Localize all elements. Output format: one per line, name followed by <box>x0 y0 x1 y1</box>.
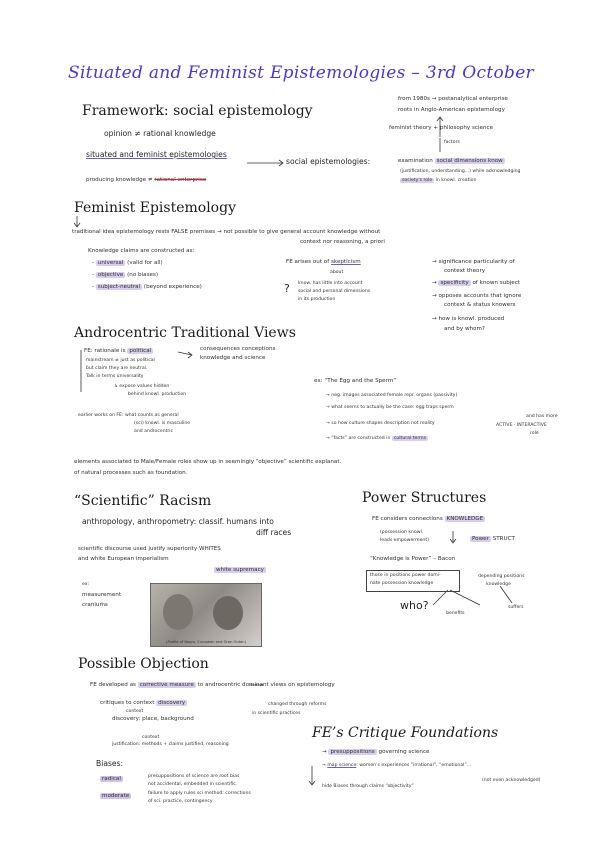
radical-label <box>100 776 123 782</box>
racism-ex-3: craniums <box>82 602 108 608</box>
power-box-line-2: nate possession knowledge <box>370 581 434 586</box>
moderate-line-2: of sci. practice, contingency <box>148 799 213 804</box>
context-label: context <box>126 709 144 714</box>
andro-fe-1b: political <box>129 348 152 354</box>
claim-subject-neutral: - subject-neutral (beyond experience) <box>92 284 202 290</box>
possible-objection-heading: Possible Objection <box>78 656 209 672</box>
critique-line-1a: → <box>322 749 327 755</box>
power-box-line-1: those in positions power domi- <box>370 573 441 578</box>
andro-early: earlier works on FE: what counts as general <box>78 413 179 418</box>
power-struct-label: STRUCT <box>492 536 515 542</box>
white-supremacy-hl: white supremacy <box>216 567 264 573</box>
andro-consequences: consequences conceptions <box>200 346 276 352</box>
feminist-epistemology-heading: Feminist Epistemology <box>74 200 236 216</box>
corrective-measure-hl: corrective measure <box>139 682 194 688</box>
fe-line-1b: context nor reasoning, a priori <box>300 239 385 245</box>
framework-line-3b: rational enterprise <box>154 177 207 183</box>
bacon-quote: “Knowledge is Power” – Bacon <box>370 556 456 562</box>
fe-r-2-hl: specificity <box>440 280 469 286</box>
depending-knowledge: knowledge <box>486 582 511 587</box>
objection-line-1 <box>90 682 335 688</box>
racism-line-5 <box>214 567 266 573</box>
egg-sperm-3b: ACTIVE · INTERACTIVE <box>496 423 547 428</box>
androcentric-heading: Androcentric Traditional Views <box>74 325 296 341</box>
fe-arises-a: FE arises out of <box>286 259 330 265</box>
fe-q-3: in its production <box>298 297 336 302</box>
context-label-2: context <box>142 735 160 740</box>
radical-line-1: presuppositions of science are root bias <box>148 774 240 779</box>
moderate-label <box>100 793 131 799</box>
power-structures-heading: Power Structures <box>362 490 487 506</box>
fe-r-2b: of known subject <box>472 280 521 286</box>
power-line-2: (possession knowl. <box>380 530 424 535</box>
objection-line-2a: critiques to context <box>100 700 155 706</box>
fe-q-1: know. has little into account <box>298 281 363 286</box>
claim-objective: - objective (no biases) <box>92 272 159 278</box>
claims-heading: Knowledge claims are constructed as: <box>88 248 195 254</box>
critique-line-2 <box>322 763 471 768</box>
map-science: map science <box>327 763 357 768</box>
egg-sperm-3c: role <box>530 431 539 436</box>
image-caption: (Profile of Negro, European and Oran Outan) <box>166 640 246 644</box>
andro-early-3: and androcentric <box>134 429 174 434</box>
egg-sperm-4 <box>326 436 428 441</box>
fe-r-1: → significance particularity of <box>432 259 515 265</box>
discovery-hl: discovery <box>158 700 186 706</box>
andro-fe-1 <box>84 348 153 354</box>
andro-conclusion-1: elements associated to Male/Female roles show up in seemingly “objective” scientific explanat. <box>74 459 342 465</box>
framework-heading: Framework: social epistemology <box>82 103 313 119</box>
who-question: who? <box>400 599 429 612</box>
objection-line-2c: in scientific practices <box>252 711 301 716</box>
framework-line-3a: producing knowledge ≠ <box>86 177 153 183</box>
racism-line-2: diff races <box>256 528 292 537</box>
suffers-label: suffers <box>508 605 524 610</box>
claim-universal: - universal (valid for all) <box>92 260 163 266</box>
power-struct <box>470 536 515 542</box>
egg-sperm-4b: cultural terms <box>393 436 427 441</box>
fe-line-1: traditional idea epistemology rests FALSE premises → not possible to give general account knowledge without <box>72 229 381 235</box>
andro-fe-4: Talk in terms universality <box>86 374 144 379</box>
claim-subject-neutral-hl: subject-neutral <box>97 284 141 290</box>
claim-universal-note: (valid for all) <box>127 260 163 266</box>
critique-heading: FE’s Critique Foundations <box>312 725 499 741</box>
andro-expose-2: behind knowl. production <box>128 392 187 397</box>
fe-r-4: → how is knowl. produced <box>432 316 505 322</box>
framework-line-1: opinion ≠ rational knowledge <box>104 129 216 138</box>
profile-head-right <box>213 596 243 630</box>
fe-r-3: → opposes accounts that ignore <box>432 293 522 299</box>
racism-line-1: anthropology, anthropometry: classif. humans into <box>82 517 274 526</box>
framework-mini: factors <box>444 140 460 145</box>
egg-sperm-2b: and has more <box>526 414 558 419</box>
egg-sperm-3: → so how culture shapes description not reality <box>326 421 435 426</box>
depending-positions: depending positions <box>478 574 525 579</box>
discovery-line: discovery: place, background <box>112 716 194 722</box>
andro-conclusion-2: of natural processes such as foundation. <box>74 470 188 476</box>
egg-sperm-4a: → “facts” are constructed in <box>326 436 391 441</box>
benefits-label: benefits <box>446 611 465 616</box>
fe-r-4b: and by whom? <box>444 326 485 332</box>
andro-fe-3: but claim they are neutral. <box>86 366 148 371</box>
andro-fe-1a: FE: rationale is <box>84 348 126 354</box>
andro-consequences-2: knowledge and science <box>200 355 266 361</box>
andro-expose: ↳ expose values hidden <box>114 384 170 389</box>
objection-line-2b: changed through reforms <box>268 702 327 707</box>
presuppositions-hl: presuppositions <box>330 749 375 755</box>
framework-right-1: from 1980s → postanalytical enterprise <box>398 96 508 102</box>
andro-early-2: (sci) knowl. is masculine <box>134 421 191 426</box>
fe-arises <box>286 259 361 265</box>
moderate-line-1: failure to apply rules sci method: corrections <box>148 791 251 796</box>
critique-line-1 <box>322 749 429 755</box>
framework-right-4a: examination <box>398 158 433 164</box>
critique-line-2a: → <box>322 763 326 768</box>
fe-r-3b: context & status knowers <box>444 302 516 308</box>
framework-line-2: situated and feminist epistemologies <box>86 150 227 159</box>
objection-line-2 <box>100 700 187 706</box>
racism-line-4: and white European imperialism <box>78 556 169 562</box>
critique-line-1b: governing science <box>378 749 430 755</box>
framework-right-6b: in knowl. creation <box>435 178 477 183</box>
egg-sperm-1: → neg. images associated female repr. organs (passivity) <box>326 393 458 398</box>
framework-line-3 <box>86 177 206 183</box>
claim-subject-neutral-note: (beyond experience) <box>143 284 202 290</box>
radical-hl: radical <box>102 776 121 782</box>
critique-line-3b: (not even acknowledged) <box>482 778 541 783</box>
framework-right-4 <box>398 158 505 164</box>
framework-right-5: (justification, understanding...) while acknowledging <box>400 169 521 174</box>
profile-head-left <box>163 594 193 630</box>
fe-arises-b: skepticism <box>330 259 361 265</box>
power-line-1-hl: KNOWLEDGE <box>446 516 484 522</box>
power-hl: Power <box>472 536 489 542</box>
claim-objective-note: (no biases) <box>127 272 159 278</box>
critique-line-3: hide Biases through claims “objectivity” <box>322 784 414 789</box>
scientific-racism-heading: “Scientific” Racism <box>74 493 212 509</box>
objection-line-1b: to androcentric dominant views on epistemology <box>197 682 335 688</box>
framework-right-4-hl: social dimensions know <box>436 158 503 164</box>
cranium-engraving-image <box>150 583 262 647</box>
radical-line-2: not accidental, embedded in scientific. <box>148 782 238 787</box>
social-epistemologies-label: social epistemologies: <box>286 157 371 166</box>
claim-objective-hl: objective <box>97 272 124 278</box>
power-line-1 <box>372 516 485 522</box>
framework-right-2: roots in Anglo-American epistemology <box>398 107 505 113</box>
fe-q-2: social and personal dimensions <box>298 289 371 294</box>
racism-line-3: scientific discourse used justify superiority WHITES <box>78 546 221 552</box>
egg-sperm-2: → what seems to actually be the case: egg traps sperm <box>326 405 454 410</box>
power-line-3: leads empowerment) <box>380 538 429 543</box>
claim-universal-hl: universal <box>97 260 124 266</box>
framework-right-3: feminist theory + philosophy science <box>389 125 494 131</box>
framework-right-6 <box>400 178 476 183</box>
racism-ex-2: measurement <box>82 592 122 598</box>
justification-line: justification: methods + claims justified, reasoning <box>112 742 229 747</box>
moderate-hl: moderate <box>102 793 130 799</box>
biases-label: Biases: <box>96 759 124 768</box>
framework-right-6-hl: society's role <box>402 178 433 183</box>
critique-line-2b: : women’s experiences “irrational”, “emotional”... <box>356 763 472 768</box>
power-line-1a: FE considers connections <box>372 516 443 522</box>
fe-r-1b: context theory <box>444 268 486 274</box>
egg-sperm-example: ex: “The Egg and the Sperm” <box>314 378 397 384</box>
page-title: Situated and Feminist Epistemologies – 3rd October <box>68 63 534 83</box>
fe-r-2: → specificity of known subject <box>432 280 521 286</box>
racism-ex: ex: <box>82 582 90 587</box>
question-mark: ? <box>284 282 290 295</box>
fe-about: about <box>330 270 344 275</box>
andro-fe-2: mainstream ≠ just as political <box>86 358 155 363</box>
objection-line-1a: FE developed as <box>90 682 136 688</box>
